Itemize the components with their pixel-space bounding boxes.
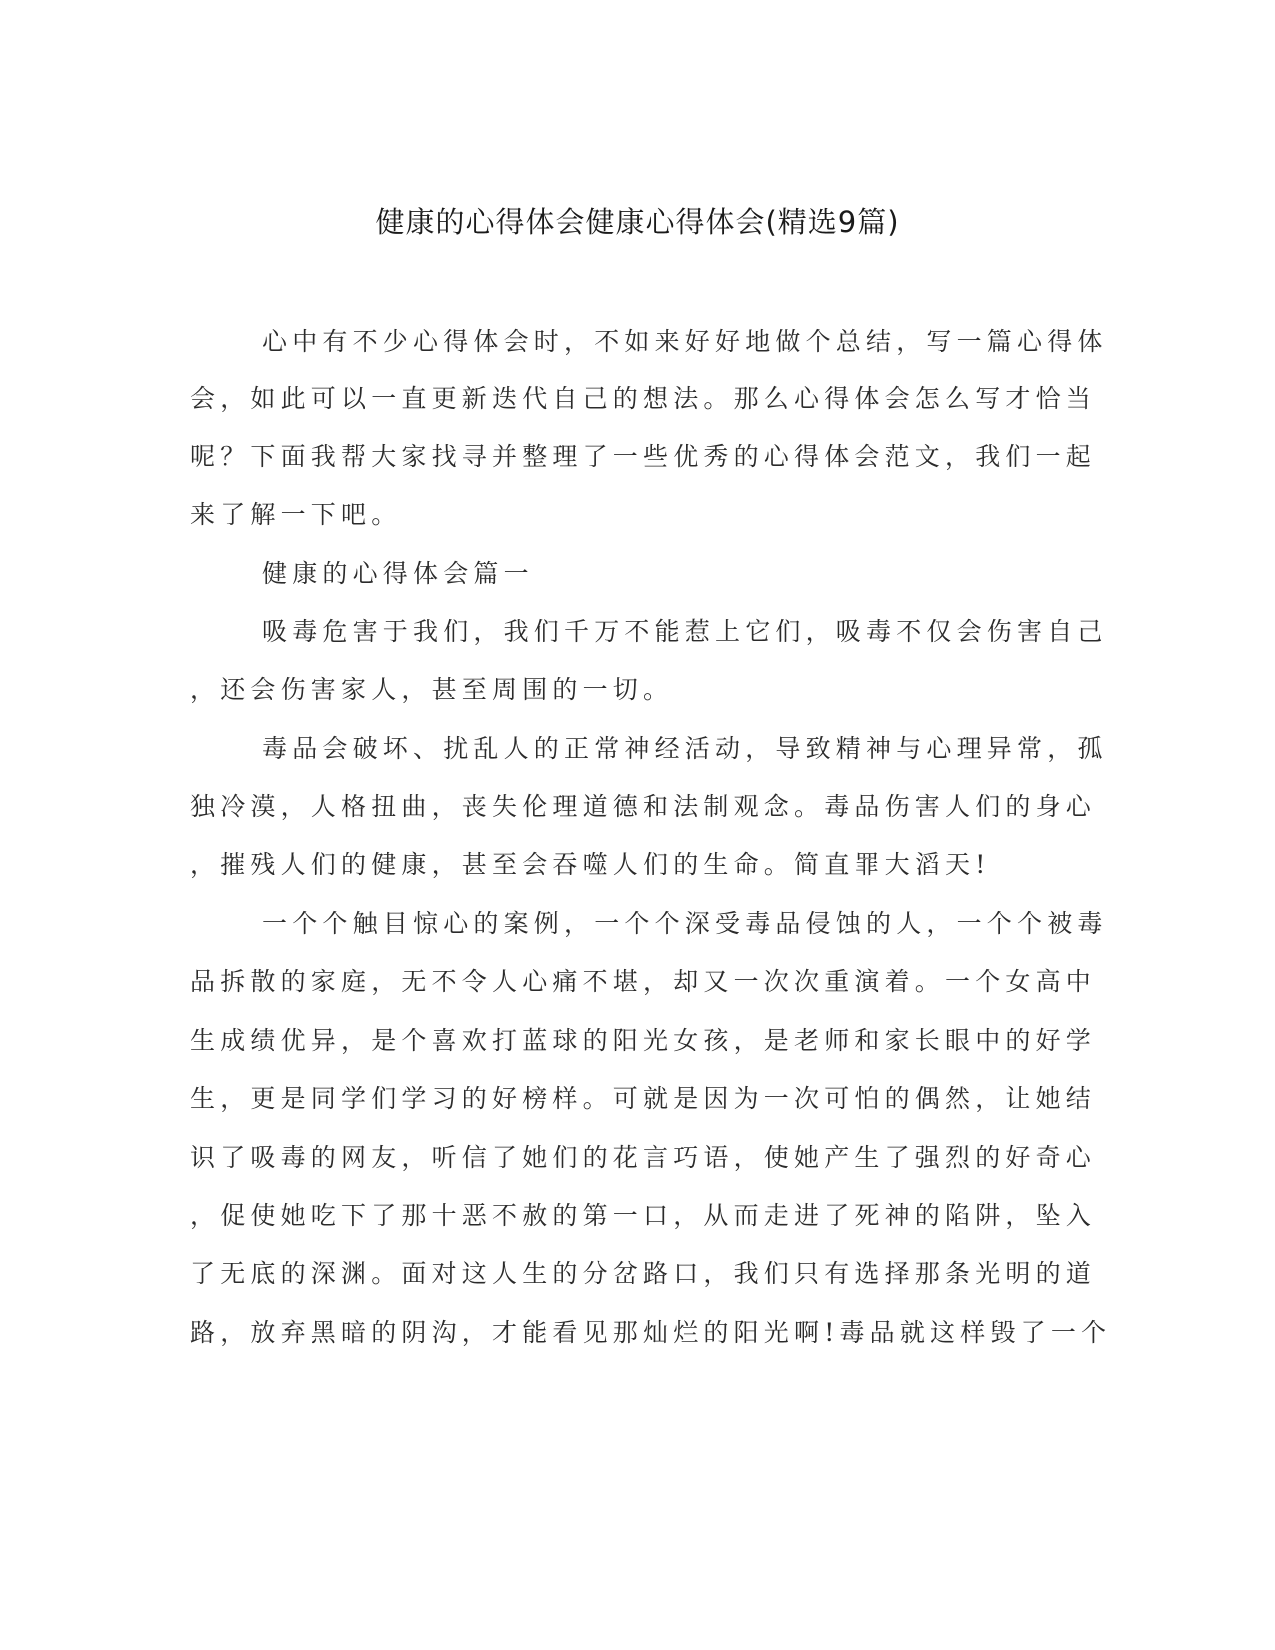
paragraph-line: 识了吸毒的网友，听信了她们的花言巧语，使她产生了强烈的好奇心 <box>190 1143 1097 1172</box>
paragraph-line: ，还会伤害家人，甚至周围的一切。 <box>190 675 674 704</box>
paragraph-line: 会，如此可以一直更新迭代自己的想法。那么心得体会怎么写才恰当 <box>190 384 1097 413</box>
paragraph-line: 生成绩优异，是个喜欢打蓝球的阳光女孩，是老师和家长眼中的好学 <box>190 1026 1097 1055</box>
paragraph-line: 一个个触目惊心的案例，一个个深受毒品侵蚀的人，一个个被毒 <box>262 909 1108 938</box>
section-heading: 健康的心得体会篇一 <box>262 559 534 588</box>
paragraph-line: 生，更是同学们学习的好榜样。可就是因为一次可怕的偶然，让她结 <box>190 1084 1097 1113</box>
paragraph-line: 独冷漠，人格扭曲，丧失伦理道德和法制观念。毒品伤害人们的身心 <box>190 792 1097 821</box>
paragraph-line: 品拆散的家庭，无不令人心痛不堪，却又一次次重演着。一个女高中 <box>190 967 1097 996</box>
paragraph-line: ，摧残人们的健康，甚至会吞噬人们的生命。简直罪大滔天! <box>190 850 991 879</box>
paragraph-line: 来了解一下吧。 <box>190 500 402 529</box>
paragraph-line: 毒品会破坏、扰乱人的正常神经活动，导致精神与心理异常，孤 <box>262 734 1108 763</box>
paragraph-line: 了无底的深渊。面对这人生的分岔路口，我们只有选择那条光明的道 <box>190 1259 1097 1288</box>
document-title: 健康的心得体会健康心得体会(精选9篇) <box>375 205 900 239</box>
paragraph-line: ，促使她吃下了那十恶不赦的第一口，从而走进了死神的陷阱，坠入 <box>190 1201 1097 1230</box>
paragraph-line: 吸毒危害于我们，我们千万不能惹上它们，吸毒不仅会伤害自己 <box>262 617 1108 646</box>
paragraph-line: 路，放弃黑暗的阴沟，才能看见那灿烂的阳光啊!毒品就这样毁了一个 <box>190 1318 1112 1347</box>
paragraph-line: 心中有不少心得体会时，不如来好好地做个总结，写一篇心得体 <box>262 327 1108 356</box>
paragraph-line: 呢？下面我帮大家找寻并整理了一些优秀的心得体会范文，我们一起 <box>190 442 1097 471</box>
